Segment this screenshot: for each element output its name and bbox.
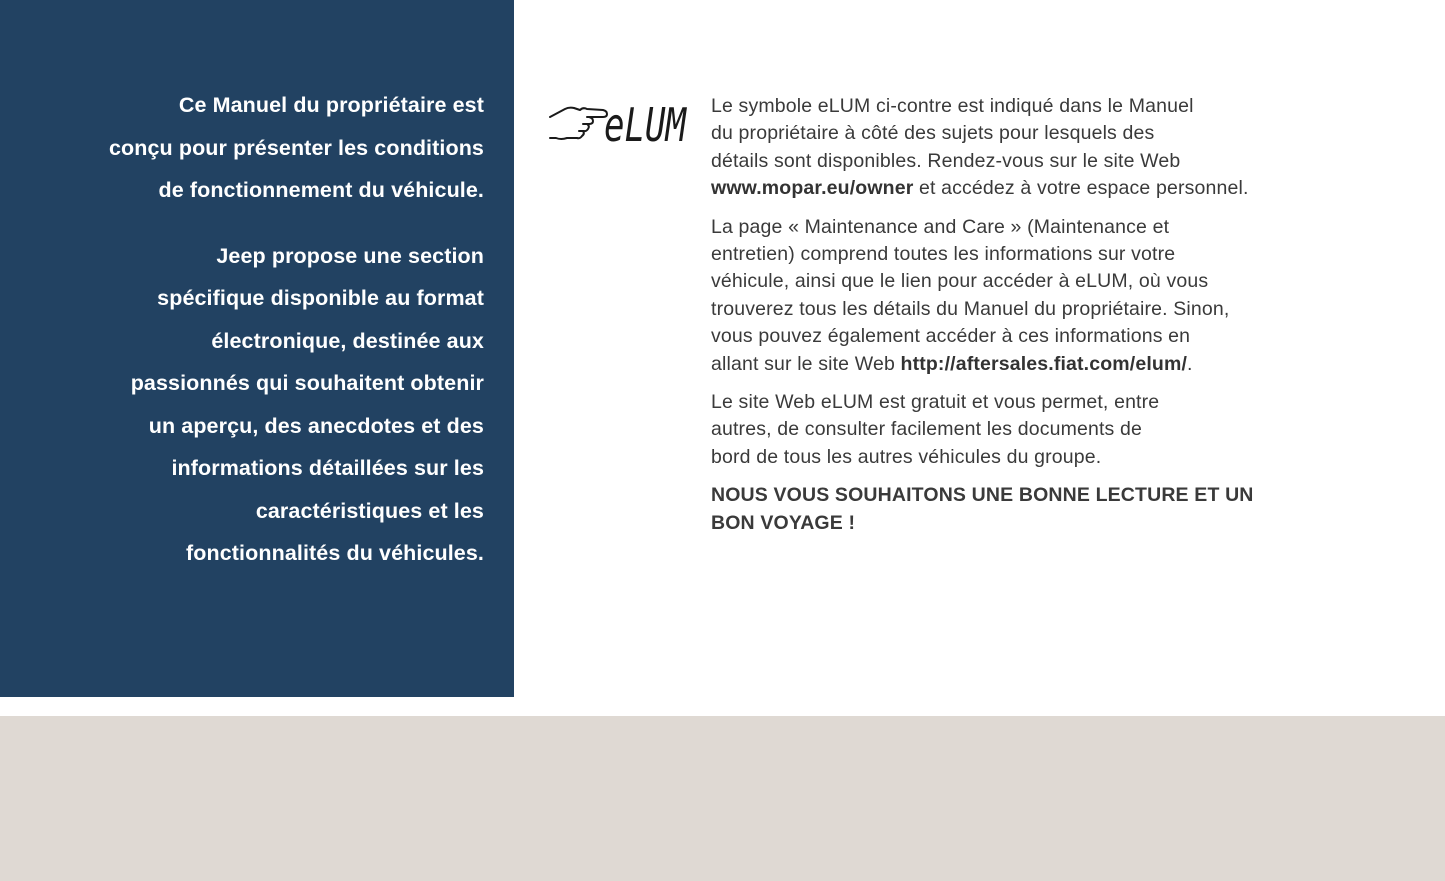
intro-line: spécifique disponible au format — [157, 286, 484, 310]
intro-line: électronique, destinée aux — [211, 328, 484, 353]
text-fragment: . — [1187, 352, 1193, 375]
elum-logo-text: eLUM — [604, 98, 688, 152]
text-line: Le symbole eLUM ci-contre est indiqué dans le Manuel — [711, 95, 1194, 117]
intro-line: Jeep propose une section — [216, 243, 484, 268]
bottom-band — [0, 716, 1445, 881]
text-line: Le site Web eLUM est gratuit et vous permet, entre — [711, 391, 1160, 414]
intro-line: conçu pour présenter les conditions — [108, 135, 484, 160]
text-line: véhicule, ainsi que le lien pour accéder à eLUM, où vous — [711, 270, 1209, 293]
intro-line: informations détaillées sur les — [171, 456, 484, 480]
closing-line: NOUS VOUS SOUHAITONS UNE BONNE LECTURE ET UN — [711, 484, 1254, 507]
aftersales-elum-link[interactable]: http://aftersales.fiat.com/elum/ — [900, 352, 1188, 375]
intro-panel — [0, 0, 514, 697]
text-line: La page « Maintenance and Care » (Maintenance et — [711, 215, 1170, 238]
intro-paragraph-2 — [40, 235, 484, 575]
intro-paragraph-1 — [40, 84, 484, 212]
text-fragment: allant sur le site Web — [711, 352, 901, 375]
intro-text — [40, 84, 484, 575]
text-line: entretien) comprend toutes les informations sur votre — [711, 243, 1176, 266]
intro-line: fonctionnalités du véhicules. — [186, 541, 484, 565]
text-line: vous pouvez également accéder à ces informations en — [711, 325, 1191, 348]
closing-line: BON VOYAGE ! — [711, 511, 856, 534]
intro-line: de fonctionnement du véhicule. — [158, 178, 484, 202]
text-line: autres, de consulter facilement les documents de — [711, 418, 1143, 441]
elum-paragraph-1 — [711, 93, 1351, 203]
intro-line: caractéristiques et les — [255, 498, 484, 523]
text-line: trouverez tous les détails du Manuel du propriétaire. Sinon, — [711, 297, 1230, 320]
intro-line: un aperçu, des anecdotes et des — [148, 413, 484, 438]
mopar-owner-link[interactable]: www.mopar.eu/owner — [711, 177, 914, 200]
elum-logo — [547, 96, 689, 152]
elum-paragraph-2 — [711, 214, 1351, 378]
text-line: détails sont disponibles. Rendez-vous sur le site Web — [711, 149, 1181, 172]
text-line: du propriétaire à côté des sujets pour lesquels des — [711, 122, 1155, 145]
text-fragment: et accédez à votre espace personnel. — [913, 177, 1249, 200]
intro-line: passionnés qui souhaitent obtenir — [130, 371, 484, 395]
intro-line: Ce Manuel du propriétaire est — [178, 93, 484, 117]
text-line: bord de tous les autres véhicules du groupe. — [711, 445, 1102, 468]
pointing-hand-icon — [550, 108, 607, 139]
elum-paragraph-3 — [711, 389, 1351, 471]
elum-description — [711, 93, 1351, 548]
elum-logo-graphic — [547, 96, 689, 152]
closing-message — [711, 482, 1351, 537]
